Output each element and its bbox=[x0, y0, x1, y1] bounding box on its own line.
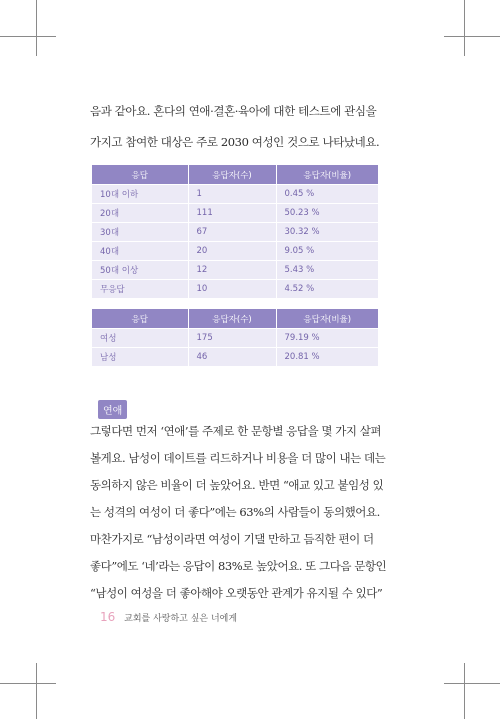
book-title: 교회를 사랑하고 싶은 너에게 bbox=[124, 614, 238, 624]
crop-mark bbox=[36, 663, 37, 719]
cell-ratio: 0.45 % bbox=[276, 185, 378, 204]
table-row bbox=[92, 185, 378, 204]
cell-ratio: 30.32 % bbox=[276, 223, 378, 242]
table-row bbox=[92, 242, 378, 261]
table-header-row bbox=[92, 309, 378, 329]
cell-count: 12 bbox=[188, 261, 276, 280]
cell-ratio: 9.05 % bbox=[276, 242, 378, 261]
header-ratio: 응답자(비율) bbox=[276, 165, 378, 185]
page-number: 16 bbox=[100, 610, 116, 624]
age-table bbox=[92, 165, 378, 298]
header-response: 응답 bbox=[92, 309, 188, 329]
table-row bbox=[92, 329, 378, 348]
cell-count: 175 bbox=[188, 329, 276, 348]
intro-line: 가지고 참여한 대상은 주로 2030 여성인 것으로 나타났네요. bbox=[90, 135, 380, 149]
crop-mark bbox=[0, 36, 56, 37]
page-footer bbox=[100, 610, 237, 624]
cell-ratio: 79.19 % bbox=[276, 329, 378, 348]
crop-mark bbox=[444, 683, 500, 684]
cell-response: 여성 bbox=[92, 329, 188, 348]
table-header-row bbox=[92, 165, 378, 185]
table-row bbox=[92, 280, 378, 299]
cell-response: 30대 bbox=[92, 223, 188, 242]
body-line: 는 성격의 여성이 더 좋다”에는 63%의 사람들이 동의했어요. bbox=[90, 505, 380, 519]
crop-mark bbox=[36, 0, 37, 56]
cell-ratio: 50.23 % bbox=[276, 204, 378, 223]
cell-response: 20대 bbox=[92, 204, 188, 223]
section-tag: 연애 bbox=[98, 400, 127, 419]
body-line: 그렇다면 먼저 ‘연애’를 주제로 한 문항별 응답을 몇 가지 살펴 bbox=[90, 424, 382, 438]
body-line: “남성이 여성을 더 좋아해야 오랫동안 관계가 유지될 수 있다” bbox=[90, 586, 383, 600]
header-count: 응답자(수) bbox=[188, 309, 276, 329]
cell-ratio: 4.52 % bbox=[276, 280, 378, 299]
gender-table bbox=[92, 309, 378, 366]
cell-response: 10대 이하 bbox=[92, 185, 188, 204]
header-count: 응답자(수) bbox=[188, 165, 276, 185]
body-line: 볼게요. 남성이 데이트를 리드하거나 비용을 더 많이 내는 데는 bbox=[90, 451, 386, 465]
table-row bbox=[92, 223, 378, 242]
cell-response: 무응답 bbox=[92, 280, 188, 299]
body-line: 마찬가지로 “남성이라면 여성이 기댈 만하고 듬직한 편이 더 bbox=[90, 532, 374, 546]
cell-count: 20 bbox=[188, 242, 276, 261]
intro-line: 음과 같아요. 혼다의 연애·결혼·육아에 대한 테스트에 관심을 bbox=[90, 104, 377, 118]
intro-paragraph bbox=[90, 96, 390, 158]
cell-response: 40대 bbox=[92, 242, 188, 261]
cell-response: 남성 bbox=[92, 348, 188, 367]
header-response: 응답 bbox=[92, 165, 188, 185]
cell-response: 50대 이상 bbox=[92, 261, 188, 280]
cell-count: 67 bbox=[188, 223, 276, 242]
crop-mark bbox=[444, 36, 500, 37]
body-line: 동의하지 않은 비율이 더 높았어요. 반면 “애교 있고 붙임성 있 bbox=[90, 478, 384, 492]
cell-ratio: 5.43 % bbox=[276, 261, 378, 280]
crop-mark bbox=[464, 0, 465, 56]
cell-ratio: 20.81 % bbox=[276, 348, 378, 367]
cell-count: 111 bbox=[188, 204, 276, 223]
cell-count: 46 bbox=[188, 348, 276, 367]
table-row bbox=[92, 261, 378, 280]
header-ratio: 응답자(비율) bbox=[276, 309, 378, 329]
body-paragraph bbox=[90, 418, 390, 607]
table-row bbox=[92, 204, 378, 223]
body-line: 좋다”에도 ‘네’라는 응답이 83%로 높았어요. 또 그다음 문항인 bbox=[90, 559, 387, 573]
crop-mark bbox=[464, 663, 465, 719]
cell-count: 10 bbox=[188, 280, 276, 299]
table-row bbox=[92, 348, 378, 367]
crop-mark bbox=[0, 683, 56, 684]
cell-count: 1 bbox=[188, 185, 276, 204]
